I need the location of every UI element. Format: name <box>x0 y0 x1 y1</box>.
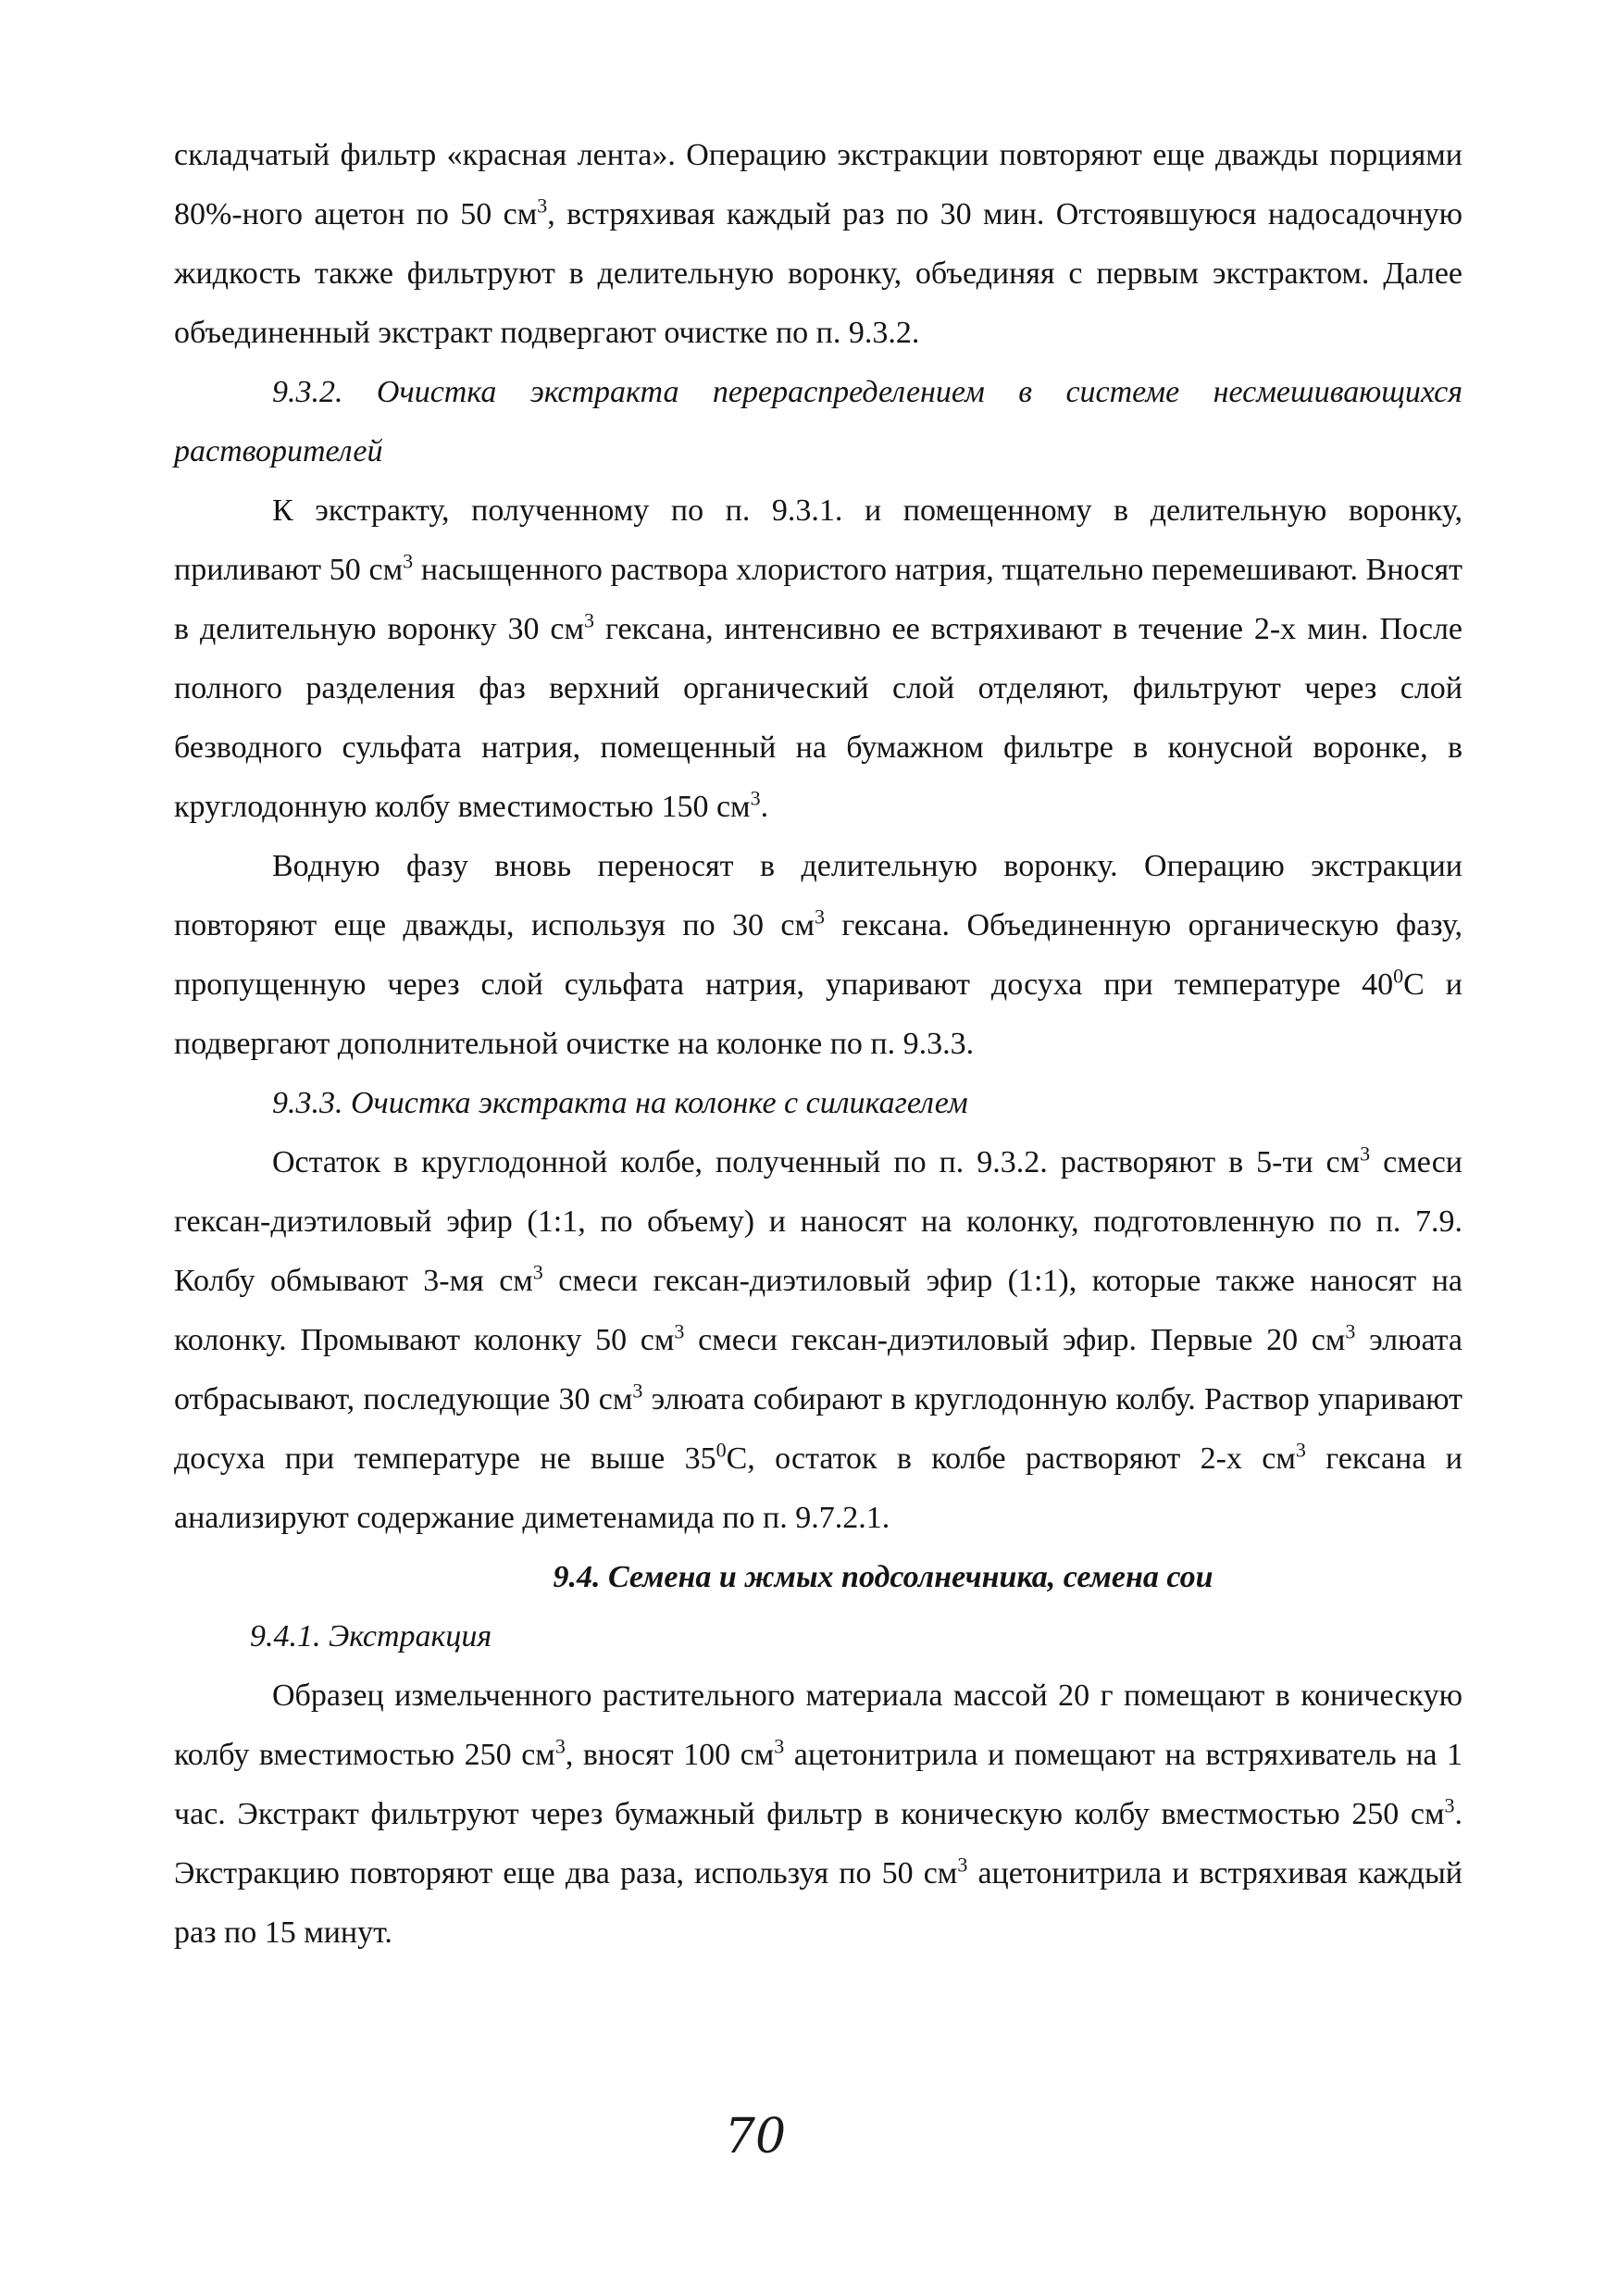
page-content <box>174 126 1462 1963</box>
paragraph-aqueous-phase: Водную фазу вновь переносят в делительную воронку. Операцию экстракции повторяют еще дважды, используя по 30 $см^3$ гексана. Объединенную органическую фазу, пропущенную через слой сульфата натрия, упаривают досуха при температуре $40^0С$ и подвергают дополнительной очистке на колонке по п. 9.3.3. <box>174 849 1462 1061</box>
paragraph-extraction-repeat: складчатый фильтр «красная лента». Операцию экстракции повторяют еще дважды порциями 80%-ного ацетон по 50 $см^3$, встряхивая каждый раз по 30 мин. Отстоявшуюся надосадочную жидкость также фильтруют в делительную воронку, объединяя с первым экстрактом. Далее объединенный экстракт подвергают очистке по п. 9.3.2. <box>174 138 1462 350</box>
paragraph-silica-column: Остаток в круглодонной колбе, полученный по п. 9.3.2. растворяют в 5-ти $см^3$ смеси гексан-диэтиловый эфир (1:1, по объему) и наносят на колонку, подготовленную по п. 7.9. Колбу обмывают 3-мя $см^3$ смеси гексан-диэтиловый эфир (1:1), которые также наносят на колонку. Промывают колонку 50 $см^3$ смеси гексан-диэтиловый эфир. Первые 20 $см^3$ элюата отбрасывают, последующие 30 $см^3$ элюата собирают в круглодонную колбу. Раствор упаривают досуха при температуре не выше $35^0С$, остаток в колбе растворяют 2-х $см^3$ гексана и анализируют содержание диметенамида по п. 9.7.2.1. <box>174 1142 1463 1535</box>
section-heading-9-4: 9.4. Семена и жмых подсолнечника, семена сои <box>553 1560 1214 1594</box>
section-heading-9-3-3: 9.3.3. Очистка экстракта на колонке с силикагелем <box>272 1086 968 1120</box>
paragraph-seed-extraction: Образец измельченного растительного материала массой 20 г помещают в коническую колбу вместимостью 250 $см^3$, вносят 100 $см^3$ ацетонитрила и помещают на встряхиватель на 1 час. Экстракт фильтруют через бумажный фильтр в коническую колбу вместмостью 250 $см^3$. Экстракцию повторяют еще два раза, используя по 50 $см^3$ ацетонитрила и встряхивая каждый раз по 15 минут. <box>174 1678 1462 1950</box>
page-number: 70 <box>724 2109 787 2165</box>
section-heading-9-3-2: 9.3.2. Очистка экстракта перераспределением в системе несмешивающихся растворителей <box>174 375 1462 468</box>
paragraph-partition: К экстракту, полученному по п. 9.3.1. и помещенному в делительную воронку, приливают 50 $см^3$ насыщенного раствора хлористого натрия, тщательно перемешивают. Вносят в делительную воронку 30 $см^3$ гексана, интенсивно ее встряхивают в течение 2-х мин. После полного разделения фаз верхний органический слой отделяют, фильтруют через слой безводного сульфата натрия, помещенный на бумажном фильтре в конусной воронке, в круглодонную колбу вместимостью 150 $см^3$. <box>174 493 1462 824</box>
section-heading-9-4-1: 9.4.1. Экстракция <box>250 1619 492 1653</box>
